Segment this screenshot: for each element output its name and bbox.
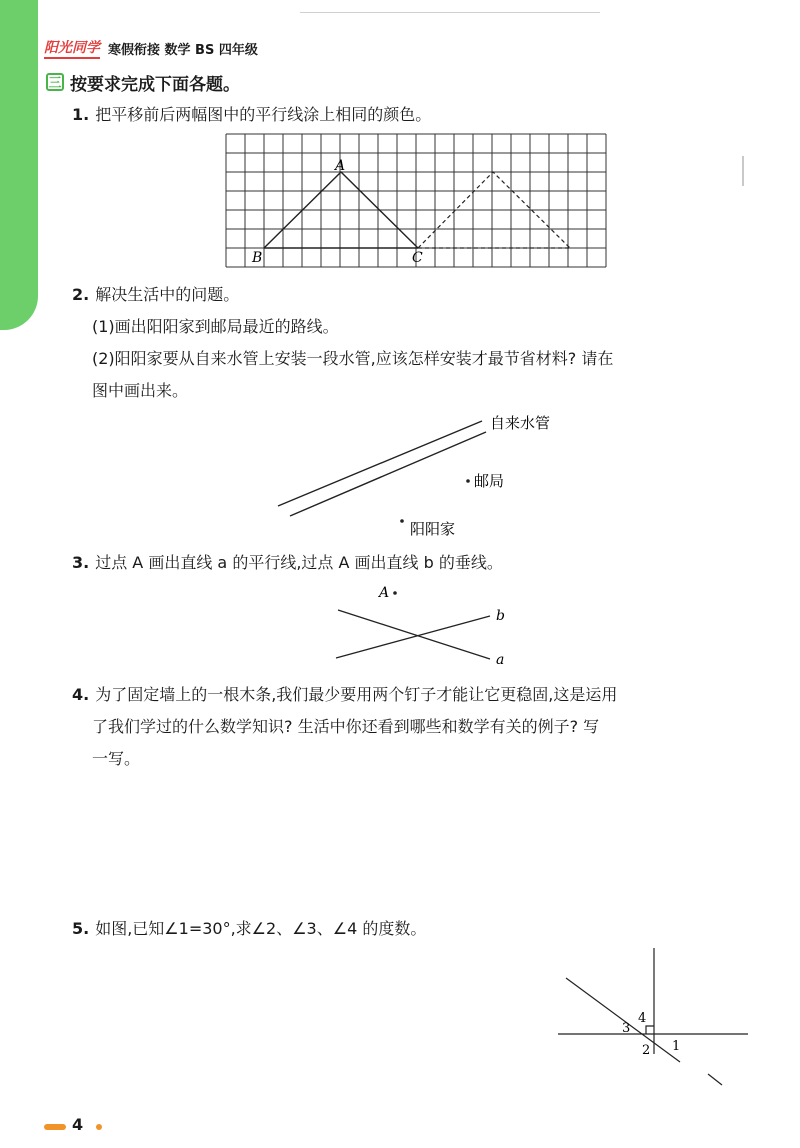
q2-post-office-point xyxy=(466,479,470,483)
q5-angle-label-2: 2 xyxy=(642,1043,651,1058)
q1-label-C: C xyxy=(412,250,423,266)
q3-label-a: a xyxy=(496,652,505,668)
q2-home-point xyxy=(400,519,404,523)
question-2-sub-2-cont: 图中画出来。 xyxy=(92,381,189,400)
q5-angle-label-1: 1 xyxy=(672,1039,681,1054)
q5-figure xyxy=(558,948,748,1085)
footer-accent-dot xyxy=(96,1124,102,1130)
question-text: 过点 A 画出直线 a 的平行线,过点 A 画出直线 b 的垂线。 xyxy=(95,553,503,572)
q3-lines xyxy=(336,610,490,659)
question-number: 1. xyxy=(72,105,90,124)
question-text: 解决生活中的问题。 xyxy=(95,285,240,304)
section-number-icon: 三 xyxy=(46,73,64,91)
question-text: 把平移前后两幅图中的平行线涂上相同的颜色。 xyxy=(95,105,432,124)
q3-label-b: b xyxy=(496,608,505,624)
brand-logo: 阳光同学 xyxy=(44,37,100,59)
question-text: 如图,已知∠1=30°,求∠2、∠3、∠4 的度数。 xyxy=(95,919,427,938)
question-text: 为了固定墙上的一根木条,我们最少要用两个钉子才能让它更稳固,这是运用 xyxy=(95,685,618,704)
question-2-sub-1: (1)画出阳阳家到邮局最近的路线。 xyxy=(92,317,339,336)
header-title: 寒假衔接 数学 BS 四年级 xyxy=(108,42,258,58)
q2-label-pipe: 自来水管 xyxy=(490,414,551,432)
footer-accent-bar xyxy=(44,1124,66,1130)
q2-label-post: 邮局 xyxy=(474,472,505,490)
question-number: 3. xyxy=(72,553,90,572)
q1-grid xyxy=(226,134,606,267)
q5-angle-label-4: 4 xyxy=(638,1011,647,1026)
question-2-sub-2: (2)阳阳家要从自来水管上安装一段水管,应该怎样安装才最节省材料? 请在 xyxy=(92,349,614,368)
q3-point-A xyxy=(393,591,397,595)
section-title: 按要求完成下面各题。 xyxy=(70,75,240,95)
q1-label-A: A xyxy=(335,158,346,174)
question-4-cont-1: 了我们学过的什么数学知识? 生活中你还看到哪些和数学有关的例子? 写 xyxy=(92,717,600,736)
q5-angle-label-3: 3 xyxy=(622,1021,631,1036)
question-number: 5. xyxy=(72,919,90,938)
q1-label-B: B xyxy=(252,250,263,266)
question-number: 4. xyxy=(72,685,90,704)
question-4-cont-2: 一写。 xyxy=(92,749,141,768)
q3-label-A: A xyxy=(379,585,390,601)
q2-label-home: 阳阳家 xyxy=(410,520,456,538)
question-number: 2. xyxy=(72,285,90,304)
q2-water-pipe xyxy=(278,421,486,516)
page-number: 4 xyxy=(72,1115,84,1134)
